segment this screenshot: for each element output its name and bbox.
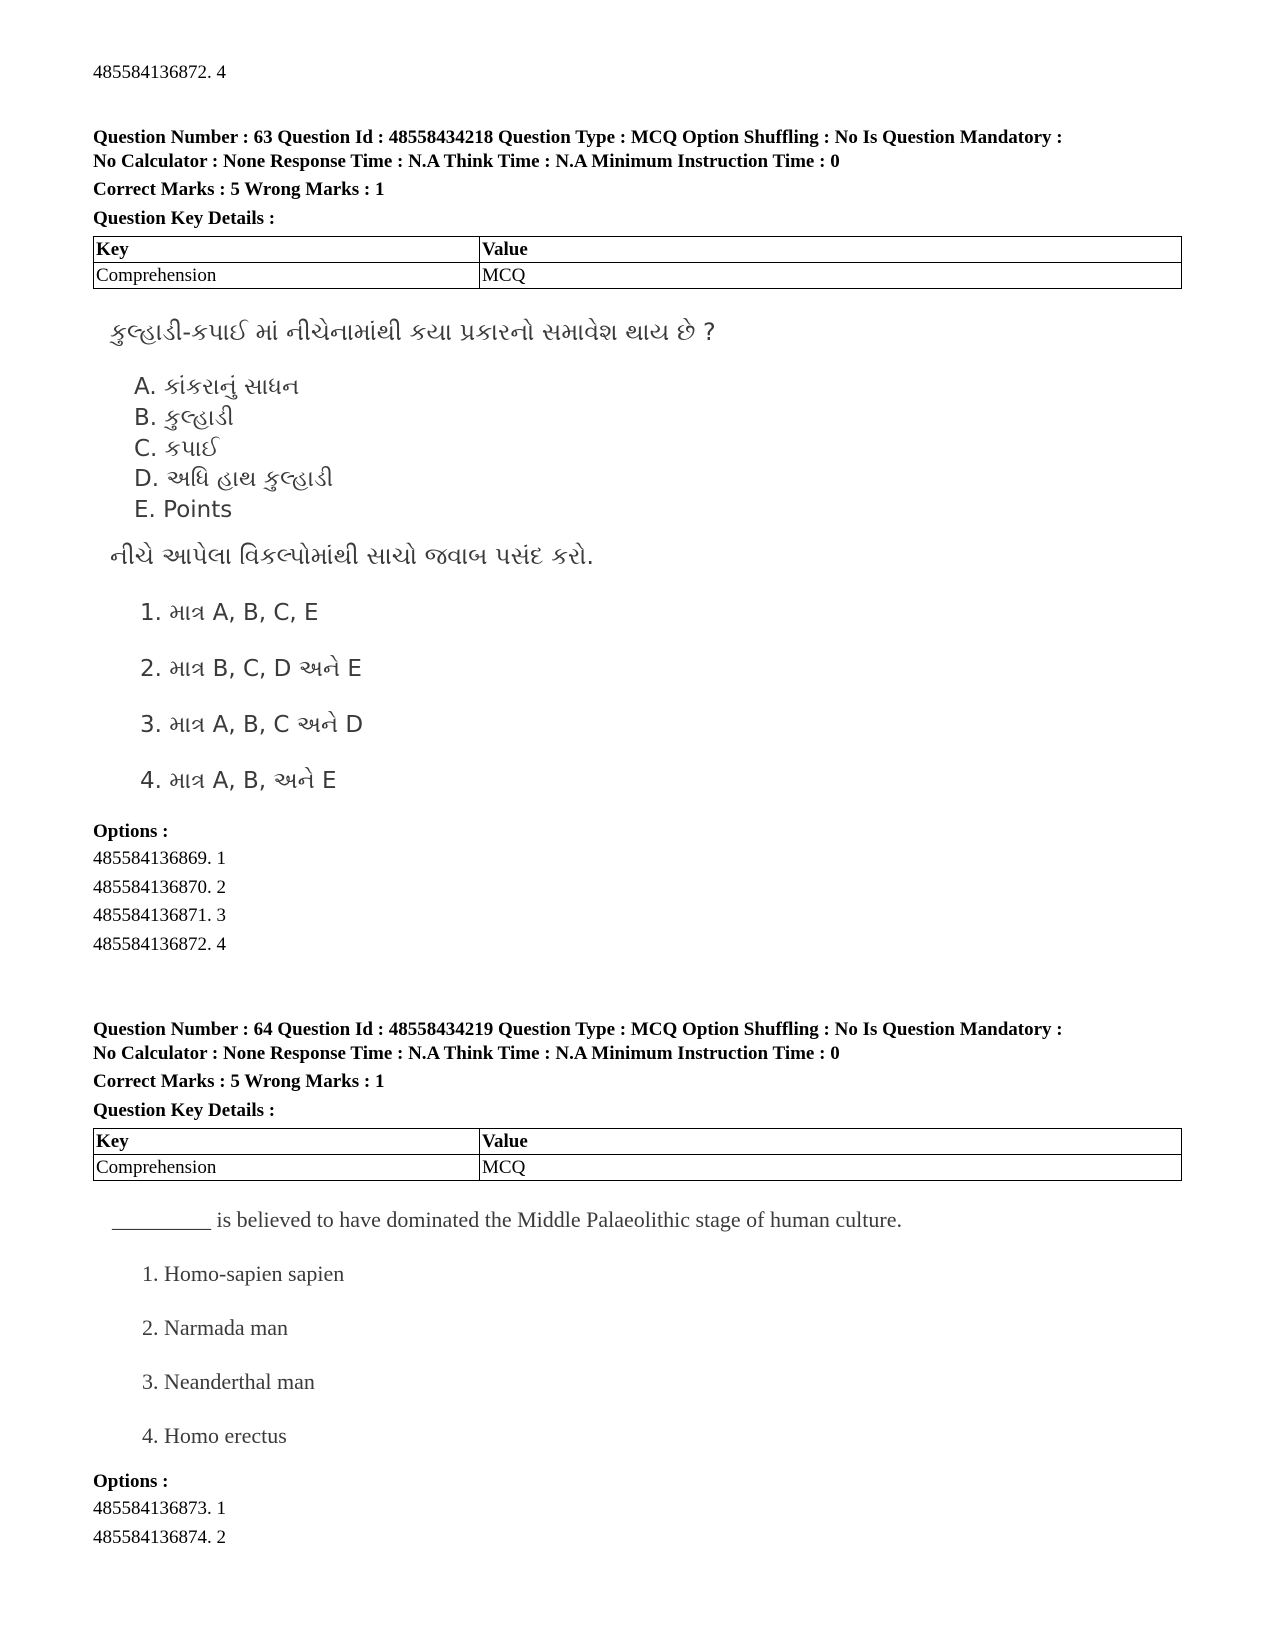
q64-option-1: 485584136873. 1	[93, 1498, 226, 1519]
q63-question-text: કુલ્હાડી-કપાઈ માં નીચેનામાંથી કયા પ્રકારનો સમાવેશ થાય છે ?	[110, 318, 716, 346]
key-header: Key	[94, 1129, 480, 1155]
previous-option-line: 485584136872. 4	[93, 62, 226, 83]
q63-option-3: 485584136871. 3	[93, 905, 226, 926]
q63-item-e: E. Points	[134, 497, 233, 523]
q63-header-line1: Question Number : 63 Question Id : 48558434218 Question Type : MCQ Option Shuffling : No Is Question Mandatory :	[93, 127, 1063, 148]
key-header: Key	[94, 237, 480, 263]
q63-options-label: Options :	[93, 821, 169, 842]
q64-question-text: _________ is believed to have dominated the Middle Palaeolithic stage of human culture.	[112, 1207, 902, 1232]
q64-header-line2: No Calculator : None Response Time : N.A Think Time : N.A Minimum Instruction Time : 0	[93, 1043, 840, 1064]
q63-option-2: 485584136870. 2	[93, 877, 226, 898]
q63-instruction: નીચે આપેલા વિકલ્પોમાંથી સાચો જવાબ પસંદ કરો.	[110, 542, 595, 570]
q63-option-4: 485584136872. 4	[93, 934, 226, 955]
key-cell: Comprehension	[94, 263, 480, 289]
q63-choice-3: 3. માત્ર A, B, C અને D	[140, 712, 364, 738]
q64-key-table	[93, 1128, 1182, 1181]
q64-choice-4: 4. Homo erectus	[142, 1423, 287, 1448]
value-header: Value	[480, 1129, 1182, 1155]
q64-option-2: 485584136874. 2	[93, 1527, 226, 1548]
q63-item-a: A. કાંકરાનું સાધન	[134, 374, 300, 400]
key-cell: Comprehension	[94, 1155, 480, 1181]
q63-choice-1: 1. માત્ર A, B, C, E	[140, 600, 319, 626]
q64-header-line1: Question Number : 64 Question Id : 48558434219 Question Type : MCQ Option Shuffling : No Is Question Mandatory :	[93, 1019, 1063, 1040]
q63-item-b: B. કુલ્હાડી	[134, 405, 234, 431]
q63-item-d: D. અધિ હાથ કુલ્હાડી	[134, 466, 334, 492]
q64-options-label: Options :	[93, 1471, 169, 1492]
q63-choice-2: 2. માત્ર B, C, D અને E	[140, 656, 362, 682]
q64-choice-3: 3. Neanderthal man	[142, 1369, 315, 1394]
q64-choice-2: 2. Narmada man	[142, 1315, 288, 1340]
q64-key-details-label: Question Key Details :	[93, 1100, 276, 1121]
value-cell: MCQ	[480, 1155, 1182, 1181]
value-cell: MCQ	[480, 263, 1182, 289]
q64-choice-1: 1. Homo-sapien sapien	[142, 1261, 345, 1286]
q63-key-table	[93, 236, 1182, 289]
q64-marks: Correct Marks : 5 Wrong Marks : 1	[93, 1071, 385, 1092]
value-header: Value	[480, 237, 1182, 263]
q63-key-details-label: Question Key Details :	[93, 208, 276, 229]
q63-header-line2: No Calculator : None Response Time : N.A Think Time : N.A Minimum Instruction Time : 0	[93, 151, 840, 172]
q63-choice-4: 4. માત્ર A, B, અને E	[140, 768, 337, 794]
q63-item-c: C. કપાઈ	[134, 436, 220, 462]
q63-option-1: 485584136869. 1	[93, 848, 226, 869]
q63-marks: Correct Marks : 5 Wrong Marks : 1	[93, 179, 385, 200]
